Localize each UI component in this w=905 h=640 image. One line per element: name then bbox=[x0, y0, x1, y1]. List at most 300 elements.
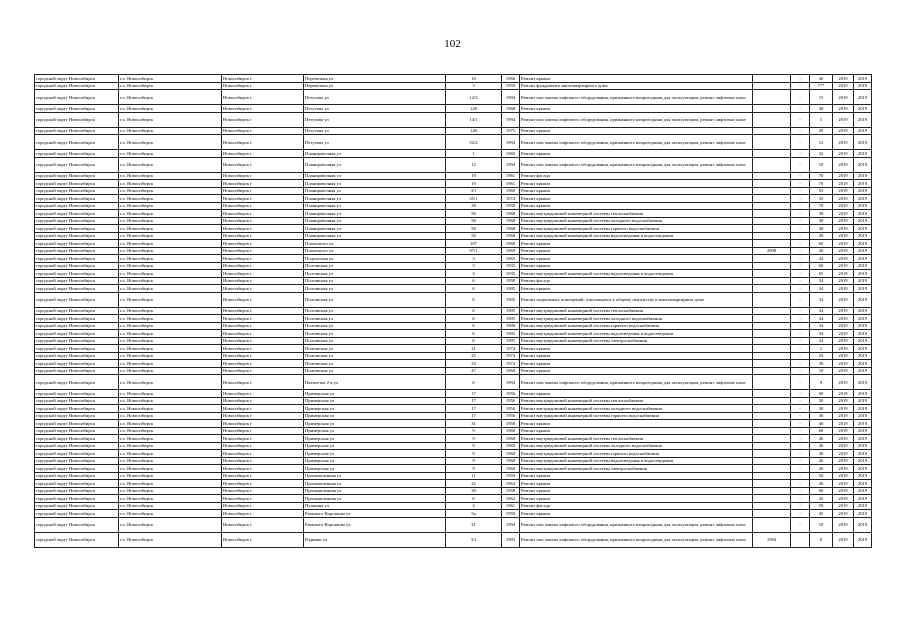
cell-value: 9 bbox=[810, 375, 833, 390]
cell-house: 6 bbox=[446, 277, 502, 285]
cell-year-end: 2019 bbox=[854, 232, 872, 240]
cell-extra-year bbox=[753, 217, 791, 225]
cell-year-start: 2019 bbox=[833, 180, 854, 188]
cell-work-type: Ремонт внутридомовой инженерной системы электроснабжения bbox=[520, 337, 753, 345]
table-row bbox=[35, 150, 872, 158]
cell-district: городской округ Новосибирск bbox=[35, 427, 119, 435]
cell-value: 50 bbox=[810, 502, 833, 510]
cell-value: 70 bbox=[810, 202, 833, 210]
cell-year-built: 1905 bbox=[502, 307, 520, 315]
table-row bbox=[35, 487, 872, 495]
cell-dash: - bbox=[791, 487, 810, 495]
table-row bbox=[35, 232, 872, 240]
cell-city: Новосибирск г bbox=[222, 427, 304, 435]
cell-year-start: 2019 bbox=[833, 517, 854, 532]
cell-value: 0 bbox=[810, 532, 833, 547]
cell-year-end: 2019 bbox=[854, 277, 872, 285]
cell-house: 17 bbox=[446, 405, 502, 413]
cell-house: 5а bbox=[446, 510, 502, 518]
cell-city: Новосибирск г bbox=[222, 480, 304, 488]
cell-street: Римского-Корсакова ул bbox=[304, 517, 446, 532]
table-row bbox=[35, 172, 872, 180]
table-row bbox=[35, 367, 872, 375]
cell-district: городской округ Новосибирск bbox=[35, 232, 119, 240]
cell-city: Новосибирск г bbox=[222, 195, 304, 203]
cell-year-start: 2019 bbox=[833, 375, 854, 390]
cell-dash: - bbox=[791, 112, 810, 127]
cell-district: городской округ Новосибирск bbox=[35, 75, 119, 83]
cell-year-built: 1905 bbox=[502, 315, 520, 323]
cell-dash: - bbox=[791, 307, 810, 315]
cell-year-start: 2019 bbox=[833, 75, 854, 83]
cell-year-end: 2019 bbox=[854, 135, 872, 150]
cell-house: 38 bbox=[446, 202, 502, 210]
cell-city: Новосибирск г bbox=[222, 322, 304, 330]
cell-settlement: г.о. Новосибирск bbox=[119, 75, 222, 83]
cell-dash: - bbox=[791, 135, 810, 150]
cell-value: 44 bbox=[810, 255, 833, 263]
cell-city: Новосибирск г bbox=[222, 262, 304, 270]
cell-year-end: 2019 bbox=[854, 360, 872, 368]
cell-work-type: Ремонт крыши bbox=[520, 352, 753, 360]
cell-district: городской округ Новосибирск bbox=[35, 150, 119, 158]
cell-year-built: 1965 bbox=[502, 255, 520, 263]
cell-year-end: 2019 bbox=[854, 285, 872, 293]
cell-year-end: 2019 bbox=[854, 195, 872, 203]
cell-street: Промышленная ул bbox=[304, 480, 446, 488]
cell-district: городской округ Новосибирск bbox=[35, 397, 119, 405]
cell-city: Новосибирск г bbox=[222, 390, 304, 398]
cell-value: 60 bbox=[810, 427, 833, 435]
cell-house: 6 bbox=[446, 292, 502, 307]
cell-value: 15 bbox=[810, 90, 833, 105]
cell-street: Полтавская ул bbox=[304, 262, 446, 270]
cell-value: 34 bbox=[810, 330, 833, 338]
cell-year-end: 2019 bbox=[854, 375, 872, 390]
cell-street: Почтовская ул bbox=[304, 345, 446, 353]
cell-year-end: 2019 bbox=[854, 247, 872, 255]
table-row bbox=[35, 135, 872, 150]
cell-year-built: 1960 bbox=[502, 187, 520, 195]
cell-city: Новосибирск г bbox=[222, 495, 304, 503]
cell-settlement: г.о. Новосибирск bbox=[119, 420, 222, 428]
cell-city: Новосибирск г bbox=[222, 450, 304, 458]
cell-year-built: 1968 bbox=[502, 240, 520, 248]
cell-district: городской округ Новосибирск bbox=[35, 285, 119, 293]
cell-city: Новосибирск г bbox=[222, 472, 304, 480]
cell-house: 19 bbox=[446, 180, 502, 188]
cell-year-built: 1905 bbox=[502, 285, 520, 293]
cell-value: 70 bbox=[810, 180, 833, 188]
cell-street: Перевозная ул bbox=[304, 82, 446, 90]
cell-settlement: г.о. Новосибирск bbox=[119, 412, 222, 420]
cell-house: 52/2 bbox=[446, 135, 502, 150]
cell-dash: - bbox=[791, 517, 810, 532]
cell-year-end: 2019 bbox=[854, 240, 872, 248]
cell-street: Полтавская ул bbox=[304, 292, 446, 307]
cell-work-type: Ремонт крыши bbox=[520, 427, 753, 435]
cell-work-type: Ремонт или замена лифтового оборудования, признанного непригодным для эксплуатации, ремонт лифтовых шахт bbox=[520, 157, 753, 172]
cell-year-end: 2019 bbox=[854, 435, 872, 443]
cell-dash: - bbox=[791, 397, 810, 405]
cell-house: 35/1 bbox=[446, 195, 502, 203]
table-row bbox=[35, 397, 872, 405]
cell-city: Новосибирск г bbox=[222, 435, 304, 443]
cell-year-built: 1960 bbox=[502, 457, 520, 465]
cell-work-type: Ремонт или замена лифтового оборудования, признанного непригодным для эксплуатации, ремонт лифтовых шахт bbox=[520, 375, 753, 390]
cell-dash: - bbox=[791, 427, 810, 435]
cell-year-end: 2019 bbox=[854, 390, 872, 398]
cell-extra-year bbox=[753, 427, 791, 435]
cell-year-built: 1956 bbox=[502, 390, 520, 398]
cell-year-built: 1994 bbox=[502, 135, 520, 150]
cell-district: городской округ Новосибирск bbox=[35, 412, 119, 420]
cell-settlement: г.о. Новосибирск bbox=[119, 180, 222, 188]
cell-extra-year bbox=[753, 195, 791, 203]
cell-extra-year bbox=[753, 352, 791, 360]
cell-street: Планировочная ул bbox=[304, 157, 446, 172]
cell-value: 26 bbox=[810, 435, 833, 443]
cell-city: Новосибирск г bbox=[222, 187, 304, 195]
cell-extra-year bbox=[753, 510, 791, 518]
cell-settlement: г.о. Новосибирск bbox=[119, 172, 222, 180]
cell-year-start: 2019 bbox=[833, 330, 854, 338]
cell-house: 22 bbox=[446, 480, 502, 488]
cell-settlement: г.о. Новосибирск bbox=[119, 277, 222, 285]
cell-year-start: 2019 bbox=[833, 202, 854, 210]
cell-house: 6 bbox=[446, 285, 502, 293]
cell-extra-year bbox=[753, 127, 791, 135]
cell-value: 10 bbox=[810, 517, 833, 532]
cell-extra-year bbox=[753, 315, 791, 323]
cell-work-type: Ремонт крыши bbox=[520, 495, 753, 503]
cell-year-built: 1961 bbox=[502, 172, 520, 180]
cell-work-type: Ремонт крыши bbox=[520, 487, 753, 495]
cell-value: 60 bbox=[810, 487, 833, 495]
cell-settlement: г.о. Новосибирск bbox=[119, 427, 222, 435]
table-row bbox=[35, 195, 872, 203]
cell-year-end: 2019 bbox=[854, 420, 872, 428]
cell-settlement: г.о. Новосибирск bbox=[119, 472, 222, 480]
cell-year-built: 1935 bbox=[502, 262, 520, 270]
cell-settlement: г.о. Новосибирск bbox=[119, 390, 222, 398]
cell-district: городской округ Новосибирск bbox=[35, 480, 119, 488]
cell-district: городской округ Новосибирск bbox=[35, 487, 119, 495]
cell-district: городской округ Новосибирск bbox=[35, 367, 119, 375]
cell-value: 38 bbox=[810, 232, 833, 240]
cell-house: 9 bbox=[446, 427, 502, 435]
cell-value: 38 bbox=[810, 210, 833, 218]
cell-value: 40 bbox=[810, 480, 833, 488]
cell-dash: - bbox=[791, 292, 810, 307]
cell-city: Новосибирск г bbox=[222, 247, 304, 255]
cell-dash: - bbox=[791, 337, 810, 345]
cell-house: 9 bbox=[446, 465, 502, 473]
cell-year-end: 2019 bbox=[854, 337, 872, 345]
cell-work-type: Ремонт внутридомовой инженерной системы холодного водоснабжения bbox=[520, 442, 753, 450]
cell-district: городской округ Новосибирск bbox=[35, 375, 119, 390]
cell-city: Новосибирск г bbox=[222, 315, 304, 323]
cell-value: 38 bbox=[810, 217, 833, 225]
cell-extra-year bbox=[753, 337, 791, 345]
cell-settlement: г.о. Новосибирск bbox=[119, 457, 222, 465]
cell-street: Примерская ул bbox=[304, 442, 446, 450]
cell-settlement: г.о. Новосибирск bbox=[119, 465, 222, 473]
cell-dash: - bbox=[791, 75, 810, 83]
cell-year-built: 1994 bbox=[502, 157, 520, 172]
cell-street: Петухова ул bbox=[304, 135, 446, 150]
cell-value: 45 bbox=[810, 495, 833, 503]
cell-street: Пятилетка 2-я ул bbox=[304, 375, 446, 390]
table-row bbox=[35, 337, 872, 345]
cell-year-built: 1958 bbox=[502, 277, 520, 285]
cell-city: Новосибирск г bbox=[222, 225, 304, 233]
cell-year-end: 2019 bbox=[854, 90, 872, 105]
cell-year-built: 1959 bbox=[502, 472, 520, 480]
cell-extra-year bbox=[753, 202, 791, 210]
table-row bbox=[35, 210, 872, 218]
cell-street: Примерская ул bbox=[304, 397, 446, 405]
table-row bbox=[35, 420, 872, 428]
cell-district: городской округ Новосибирск bbox=[35, 172, 119, 180]
cell-year-start: 2019 bbox=[833, 315, 854, 323]
cell-city: Новосибирск г bbox=[222, 240, 304, 248]
table-row bbox=[35, 112, 872, 127]
cell-settlement: г.о. Новосибирск bbox=[119, 127, 222, 135]
cell-work-type: Ремонт подвальных помещений, относящихся к общему имуществу в многоквартирном доме bbox=[520, 292, 753, 307]
cell-street: Промышленная ул bbox=[304, 487, 446, 495]
cell-district: городской округ Новосибирск bbox=[35, 202, 119, 210]
cell-dash: - bbox=[791, 82, 810, 90]
cell-year-end: 2019 bbox=[854, 82, 872, 90]
cell-value: 34 bbox=[810, 285, 833, 293]
cell-year-start: 2019 bbox=[833, 502, 854, 510]
cell-district: городской округ Новосибирск bbox=[35, 450, 119, 458]
cell-year-start: 2019 bbox=[833, 457, 854, 465]
cell-district: городской округ Новосибирск bbox=[35, 255, 119, 263]
cell-year-built: 1994 bbox=[502, 517, 520, 532]
cell-year-end: 2019 bbox=[854, 270, 872, 278]
cell-year-start: 2019 bbox=[833, 465, 854, 473]
cell-city: Новосибирск г bbox=[222, 75, 304, 83]
cell-district: городской округ Новосибирск bbox=[35, 390, 119, 398]
cell-city: Новосибирск г bbox=[222, 532, 304, 547]
cell-year-start: 2019 bbox=[833, 255, 854, 263]
cell-city: Новосибирск г bbox=[222, 127, 304, 135]
cell-year-built: 1960 bbox=[502, 465, 520, 473]
cell-dash: - bbox=[791, 412, 810, 420]
cell-dash: - bbox=[791, 157, 810, 172]
cell-house: 6 bbox=[446, 330, 502, 338]
cell-street: Полтавская ул bbox=[304, 277, 446, 285]
cell-extra-year bbox=[753, 277, 791, 285]
cell-year-end: 2019 bbox=[854, 217, 872, 225]
cell-extra-year bbox=[753, 360, 791, 368]
cell-extra-year bbox=[753, 330, 791, 338]
cell-street: Полтавская ул bbox=[304, 330, 446, 338]
table-row bbox=[35, 322, 872, 330]
table-body bbox=[35, 75, 872, 548]
cell-work-type: Ремонт крыши bbox=[520, 187, 753, 195]
cell-district: городской округ Новосибирск bbox=[35, 105, 119, 113]
cell-extra-year bbox=[753, 450, 791, 458]
cell-year-start: 2019 bbox=[833, 157, 854, 172]
cell-settlement: г.о. Новосибирск bbox=[119, 135, 222, 150]
cell-work-type: Ремонт крыши bbox=[520, 480, 753, 488]
cell-city: Новосибирск г bbox=[222, 360, 304, 368]
cell-city: Новосибирск г bbox=[222, 202, 304, 210]
cell-settlement: г.о. Новосибирск bbox=[119, 367, 222, 375]
cell-house: 3/1 bbox=[446, 187, 502, 195]
cell-year-built: 1994 bbox=[502, 375, 520, 390]
cell-value: 30 bbox=[810, 360, 833, 368]
cell-year-start: 2019 bbox=[833, 390, 854, 398]
cell-work-type: Ремонт или замена лифтового оборудования, признанного непригодным для эксплуатации, ремонт лифтовых шахт bbox=[520, 517, 753, 532]
cell-street: Примерская ул bbox=[304, 427, 446, 435]
cell-street: Планировочная ул bbox=[304, 187, 446, 195]
cell-street: Планировочная ул bbox=[304, 210, 446, 218]
cell-street: Петухова ул bbox=[304, 90, 446, 105]
cell-work-type: Ремонт крыши bbox=[520, 127, 753, 135]
cell-value: 12 bbox=[810, 135, 833, 150]
cell-settlement: г.о. Новосибирск bbox=[119, 217, 222, 225]
cell-city: Новосибирск г bbox=[222, 487, 304, 495]
table-row bbox=[35, 307, 872, 315]
cell-city: Новосибирск г bbox=[222, 405, 304, 413]
cell-year-start: 2019 bbox=[833, 360, 854, 368]
cell-dash: - bbox=[791, 262, 810, 270]
cell-work-type: Ремонт крыши bbox=[520, 247, 753, 255]
cell-value: 60 bbox=[810, 390, 833, 398]
cell-street: Планировочная ул bbox=[304, 202, 446, 210]
cell-value: 5 bbox=[810, 112, 833, 127]
cell-street: Планировочная ул bbox=[304, 217, 446, 225]
table-row bbox=[35, 532, 872, 547]
table-row bbox=[35, 225, 872, 233]
cell-settlement: г.о. Новосибирск bbox=[119, 157, 222, 172]
cell-work-type: Ремонт внутридомовой инженерной системы холодного водоснабжения bbox=[520, 405, 753, 413]
cell-district: городской округ Новосибирск bbox=[35, 510, 119, 518]
cell-house: 11 bbox=[446, 472, 502, 480]
cell-dash: - bbox=[791, 195, 810, 203]
cell-dash: - bbox=[791, 270, 810, 278]
page-number: 102 bbox=[444, 38, 461, 50]
cell-dash: - bbox=[791, 390, 810, 398]
cell-dash: - bbox=[791, 150, 810, 158]
cell-house: 6 bbox=[446, 337, 502, 345]
cell-extra-year bbox=[753, 232, 791, 240]
cell-city: Новосибирск г bbox=[222, 232, 304, 240]
cell-value: 34 bbox=[810, 277, 833, 285]
cell-year-start: 2019 bbox=[833, 112, 854, 127]
cell-year-built: 1968 bbox=[502, 225, 520, 233]
cell-work-type: Ремонт фасада bbox=[520, 502, 753, 510]
cell-value: 40 bbox=[810, 420, 833, 428]
cell-value: 55 bbox=[810, 187, 833, 195]
cell-year-built: 1993 bbox=[502, 532, 520, 547]
table-row bbox=[35, 315, 872, 323]
cell-city: Новосибирск г bbox=[222, 82, 304, 90]
cell-street: Планировочная ул bbox=[304, 172, 446, 180]
cell-district: городской округ Новосибирск bbox=[35, 330, 119, 338]
table-row bbox=[35, 285, 872, 293]
table-row bbox=[35, 247, 872, 255]
cell-extra-year bbox=[753, 307, 791, 315]
cell-settlement: г.о. Новосибирск bbox=[119, 82, 222, 90]
cell-value: 34 bbox=[810, 337, 833, 345]
cell-value: 32 bbox=[810, 150, 833, 158]
cell-settlement: г.о. Новосибирск bbox=[119, 330, 222, 338]
cell-house: 126 bbox=[446, 105, 502, 113]
table-row bbox=[35, 180, 872, 188]
cell-year-end: 2019 bbox=[854, 322, 872, 330]
cell-year-end: 2019 bbox=[854, 450, 872, 458]
cell-street: Примерская ул bbox=[304, 412, 446, 420]
cell-street: Плахотного ул bbox=[304, 240, 446, 248]
cell-street: Петухова ул bbox=[304, 127, 446, 135]
cell-street: Плахотного ул bbox=[304, 247, 446, 255]
cell-year-built: 1961 bbox=[502, 180, 520, 188]
cell-value: 29 bbox=[810, 127, 833, 135]
cell-work-type: Ремонт крыши bbox=[520, 150, 753, 158]
cell-settlement: г.о. Новосибирск bbox=[119, 247, 222, 255]
cell-year-start: 2019 bbox=[833, 105, 854, 113]
cell-work-type: Ремонт крыши bbox=[520, 240, 753, 248]
cell-value: 38 bbox=[810, 225, 833, 233]
cell-extra-year bbox=[753, 270, 791, 278]
cell-house: 21 bbox=[446, 517, 502, 532]
cell-house: 19 bbox=[446, 172, 502, 180]
cell-value: 34 bbox=[810, 322, 833, 330]
cell-house: 1 bbox=[446, 150, 502, 158]
cell-house: 3 bbox=[446, 262, 502, 270]
cell-dash: - bbox=[791, 240, 810, 248]
cell-dash: - bbox=[791, 285, 810, 293]
table-row bbox=[35, 412, 872, 420]
cell-city: Новосибирск г bbox=[222, 412, 304, 420]
cell-work-type: Ремонт крыши bbox=[520, 195, 753, 203]
cell-city: Новосибирск г bbox=[222, 270, 304, 278]
cell-settlement: г.о. Новосибирск bbox=[119, 292, 222, 307]
cell-city: Новосибирск г bbox=[222, 105, 304, 113]
cell-year-end: 2019 bbox=[854, 105, 872, 113]
cell-dash: - bbox=[791, 352, 810, 360]
cell-work-type: Ремонт фасада bbox=[520, 277, 753, 285]
cell-dash: - bbox=[791, 472, 810, 480]
cell-work-type: Ремонт крыши bbox=[520, 420, 753, 428]
cell-house: 12/3 bbox=[446, 90, 502, 105]
cell-work-type: Ремонт крыши bbox=[520, 367, 753, 375]
cell-value: 26 bbox=[810, 450, 833, 458]
cell-year-built: 1905 bbox=[502, 292, 520, 307]
cell-extra-year bbox=[753, 390, 791, 398]
cell-year-built: 1960 bbox=[502, 442, 520, 450]
cell-district: городской округ Новосибирск bbox=[35, 465, 119, 473]
cell-district: городской округ Новосибирск bbox=[35, 225, 119, 233]
cell-work-type: Ремонт внутридомовой инженерной системы водоотведения и водоотведения bbox=[520, 457, 753, 465]
table-row bbox=[35, 450, 872, 458]
cell-extra-year bbox=[753, 397, 791, 405]
cell-district: городской округ Новосибирск bbox=[35, 360, 119, 368]
cell-house: 107 bbox=[446, 240, 502, 248]
table-row bbox=[35, 187, 872, 195]
cell-extra-year bbox=[753, 187, 791, 195]
cell-year-start: 2019 bbox=[833, 127, 854, 135]
cell-year-built: 1969 bbox=[502, 247, 520, 255]
table-row bbox=[35, 105, 872, 113]
cell-year-end: 2019 bbox=[854, 397, 872, 405]
table-row bbox=[35, 352, 872, 360]
